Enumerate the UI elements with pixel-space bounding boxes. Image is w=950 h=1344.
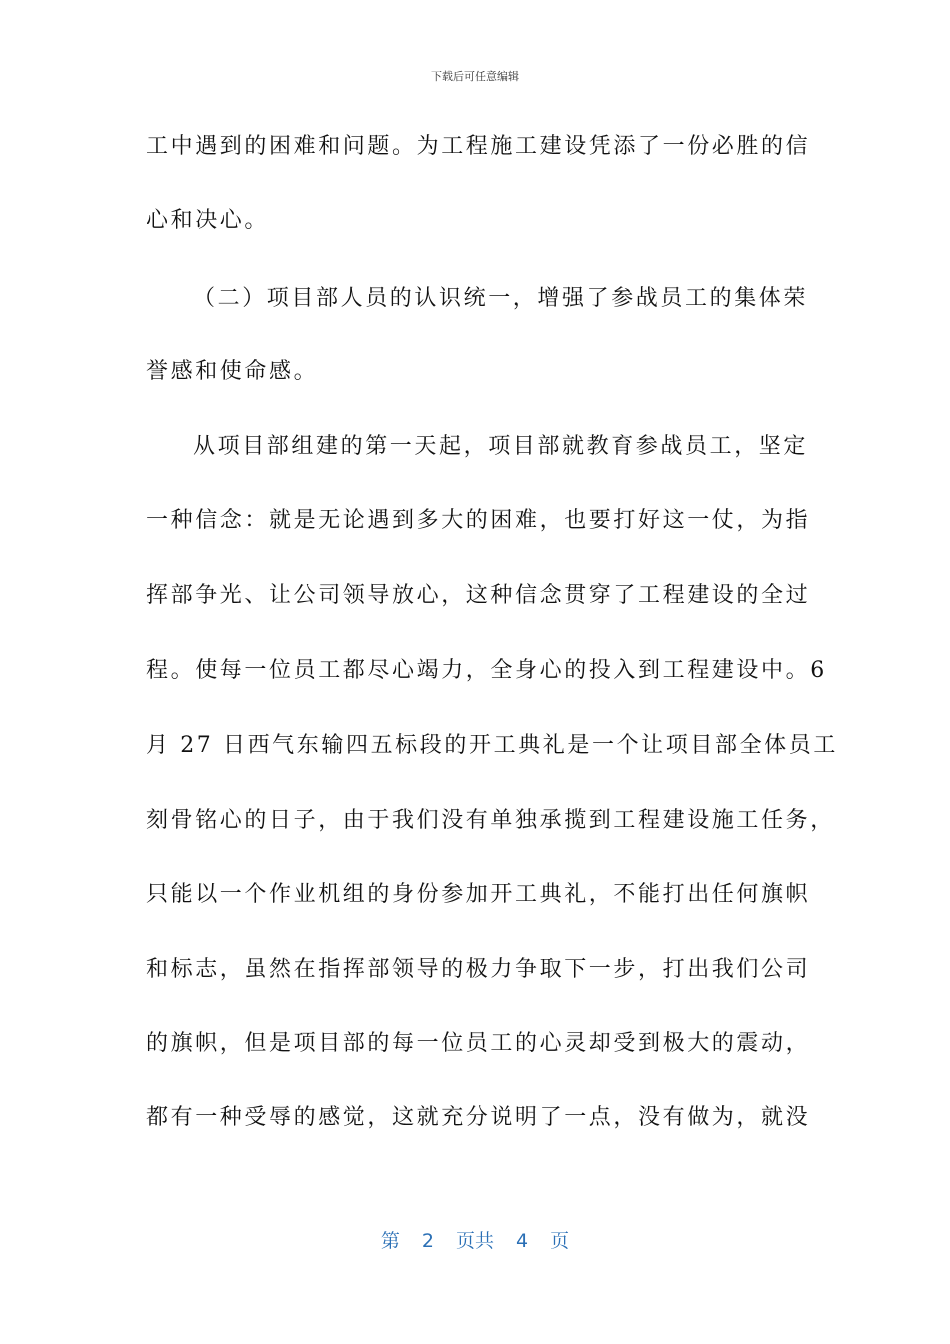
body-line-8: 程。使每一位员工都尽心竭力，全身心的投入到工程建设中。6 — [146, 658, 827, 683]
body-line-10: 刻骨铭心的日子，由于我们没有单独承揽到工程建设施工任务， — [146, 808, 835, 833]
body-line-7: 挥部争光、让公司领导放心，这种信念贯穿了工程建设的全过 — [146, 583, 811, 608]
body-line-11: 只能以一个作业机组的身份参加开工典礼，不能打出任何旗帜 — [146, 882, 811, 907]
body-line-13: 的旗帜，但是项目部的每一位员工的心灵却受到极大的震动， — [146, 1031, 811, 1056]
section-heading-line-1: （二）项目部人员的认识统一，增强了参战员工的集体荣 — [193, 286, 809, 311]
body-line-12: 和标志，虽然在指挥部领导的极力争取下一步，打出我们公司 — [146, 957, 811, 982]
footer-page-word: 第 — [380, 1230, 400, 1252]
body-line-5: 从项目部组建的第一天起，项目部就教育参战员工，坚定 — [193, 434, 809, 459]
page-footer — [0, 1226, 950, 1253]
footer-total-pages: 4 — [516, 1230, 529, 1252]
body-line-2: 心和决心。 — [146, 208, 270, 233]
body-line-14: 都有一种受辱的感觉，这就充分说明了一点，没有做为，就没 — [146, 1105, 811, 1130]
body-line-9: 月 27 日西气东输四五标段的开工典礼是一个让项目部全体员工 — [146, 733, 838, 758]
footer-page-suffix: 页 — [550, 1230, 570, 1252]
body-line-1: 工中遇到的困难和问题。为工程施工建设凭添了一份必胜的信 — [146, 134, 811, 159]
footer-page-number: 2 — [421, 1230, 434, 1252]
section-heading-line-2: 誉感和使命感。 — [146, 359, 319, 384]
body-line-6: 一种信念：就是无论遇到多大的困难，也要打好这一仗，为指 — [146, 508, 811, 533]
footer-total-prefix: 页共 — [455, 1230, 494, 1252]
page-header: 下载后可任意编辑 — [431, 70, 519, 83]
